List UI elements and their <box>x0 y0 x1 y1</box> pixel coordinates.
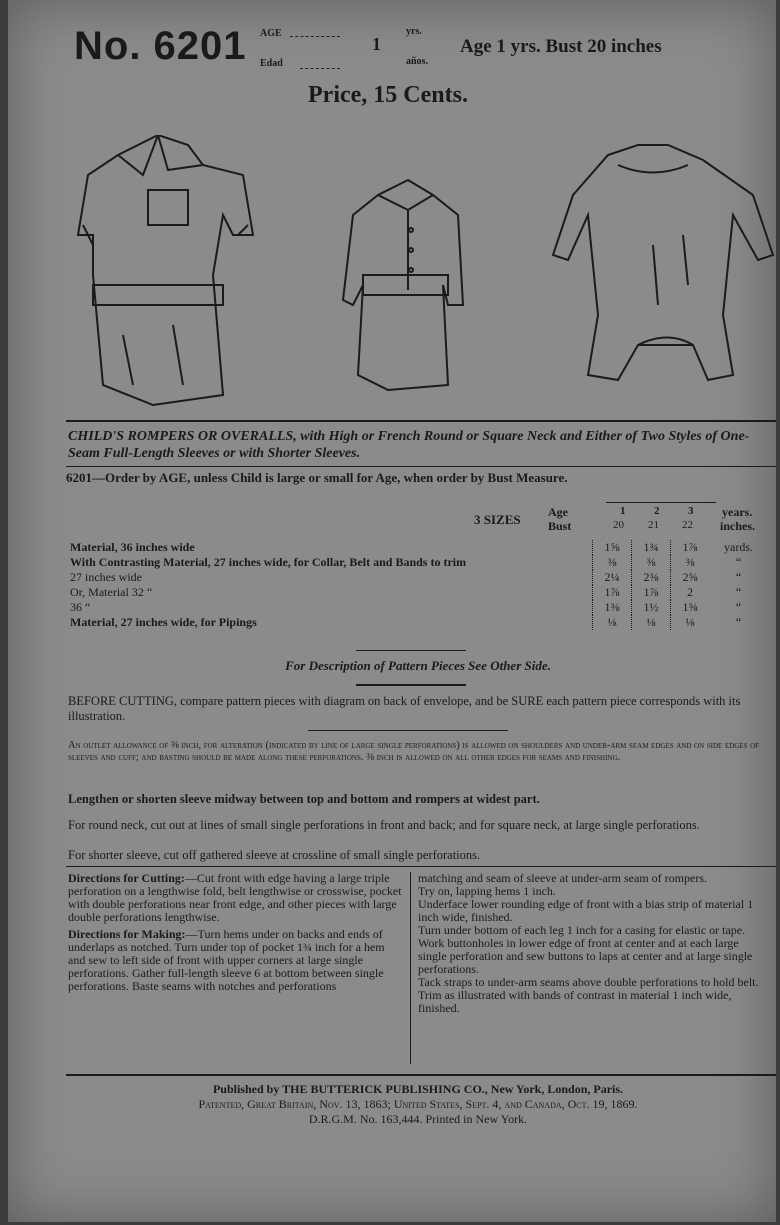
material-unit: yards. <box>724 540 753 554</box>
publisher-footer <box>68 1082 768 1127</box>
lengthen-instruction: Lengthen or shorten sleeve midway between top and bottom and rompers at widest part. <box>68 792 540 806</box>
material-quantity: 2 <box>671 585 710 600</box>
material-quantity: 2¼ <box>593 570 632 585</box>
round-neck-instruction: For round neck, cut out at lines of small single perforations in front and back; and for square neck, at large single perforations. <box>68 818 700 832</box>
unit-inches: inches. <box>720 519 756 533</box>
materials-table <box>68 540 768 630</box>
sizes-age-bust-labels <box>548 505 571 533</box>
material-quantity: 1½ <box>632 600 671 615</box>
size-bust-1: 20 <box>613 519 624 531</box>
size-bust-2: 21 <box>648 519 659 531</box>
material-label: Material, 27 inches wide, for Pipings <box>70 615 257 629</box>
patent-line: Patented, Great Britain, Nov. 13, 1863; United States, Sept. 4, and Canada, Oct. 19, 1869. <box>198 1097 638 1111</box>
material-quantity: 1⅜ <box>593 600 632 615</box>
age-label-es: Edad <box>260 58 283 69</box>
age-blank-line-top <box>290 36 340 37</box>
sizes-header-rule <box>606 502 716 503</box>
age-value: 1 <box>372 34 381 54</box>
size-age-1: 1 <box>620 505 626 517</box>
material-label: 27 inches wide <box>70 570 142 584</box>
size-bust-3: 22 <box>682 519 693 531</box>
directions-column-divider <box>410 872 411 1064</box>
divider-ornament-1 <box>356 650 466 651</box>
direction-step: matching and seam of sleeve at under-arm seam of rompers. <box>418 871 707 885</box>
direction-step: Underface lower rounding edge of front with a bias strip of material 1 inch wide, finished. <box>418 897 754 924</box>
romper-illustrations <box>63 135 776 425</box>
material-unit: “ <box>735 555 742 569</box>
material-quantity: 1⅝ <box>593 540 632 555</box>
unit-years: years. <box>722 505 753 519</box>
material-quantity: 2⅜ <box>632 570 671 585</box>
material-row <box>68 540 768 555</box>
pattern-title: CHILD'S ROMPERS OR OVERALLS, with High or French Round or Square Neck and Either of Two Styles of One-Seam Full-Length Sleeves or with Shorter Sleeves. <box>68 429 750 461</box>
direction-step: Turn under bottom of each leg 1 inch for a casing for elastic or tape. <box>418 923 746 937</box>
sizes-bust-label: Bust <box>548 519 572 533</box>
material-quantity: ⅛ <box>671 615 710 630</box>
material-unit: “ <box>735 570 742 584</box>
sizes-age-label: Age <box>548 505 568 519</box>
direction-step: Work buttonholes in lower edge of front at center and at each large single perforation and sew buttons to laps at center and at large single perforations. <box>418 936 753 976</box>
pattern-number: No. 6201 <box>74 24 247 68</box>
direction-step: Trim as illustrated with bands of contrast in material 1 inch wide, finished. <box>418 988 732 1015</box>
material-row <box>68 570 768 585</box>
divider-directions <box>66 866 776 867</box>
order-instruction: 6201—Order by AGE, unless Child is large or small for Age, when order by Bust Measure. <box>66 470 568 485</box>
divider-ornament-2 <box>356 684 466 686</box>
material-quantity: 1¾ <box>632 540 671 555</box>
directions-cutting-text: —Cut front with edge having a large triple perforation on a lengthwise fold, belt lengthwise or crosswise, pocket with double perforations near front edge, and other pieces with large double perforations lengthwise. <box>68 871 402 924</box>
romper-back-view <box>343 180 463 390</box>
before-cutting: BEFORE CUTTING, compare pattern pieces with diagram on back of envelope, and be SURE each pattern piece corresponds with its illustration. <box>68 694 741 723</box>
material-quantity: 1⅞ <box>593 585 632 600</box>
divider-title <box>66 466 776 467</box>
publisher-line: Published by THE BUTTERICK PUBLISHING CO., New York, London, Paris. <box>212 1082 624 1096</box>
materials-grid <box>68 540 768 630</box>
directions-making-text: —Turn hems under on backs and ends of underlaps as notched. Turn under top of pocket 1¾ inch for a hem and sew to left side of front with upper corners at large single perforations. Gather full-length sleeve 6 at bottom between single perforations. Baste seams with notches and perforations <box>68 927 385 993</box>
divider-top <box>66 420 776 422</box>
direction-step: Tack straps to under-arm seams above double perforations to hold belt. <box>418 975 759 989</box>
material-row <box>68 600 768 615</box>
outlet-allowance-note: An outlet allowance of ⅜ inch, for alteration (indicated by line of large single perforations) is allowed on shoulders and under-arm seam edges and on side edges of sleeves and cuff; and basting should be made along these perforations. ⅜ inch is allowed on all other edges for seams and finishing. <box>68 740 760 763</box>
material-quantity: ⅜ <box>632 555 671 570</box>
material-label: With Contrasting Material, 27 inches wide, for Collar, Belt and Bands to trim <box>70 555 467 569</box>
size-age-3: 3 <box>688 505 694 517</box>
material-row <box>68 615 768 630</box>
pattern-envelope <box>8 0 776 1222</box>
material-quantity: ⅛ <box>632 615 671 630</box>
directions-cutting-title: Directions for Cutting: <box>68 871 185 885</box>
material-row <box>68 555 768 570</box>
size-age-2: 2 <box>654 505 660 517</box>
material-quantity: 2⅝ <box>671 570 710 585</box>
divider-footer <box>66 1074 776 1076</box>
material-quantity: ⅜ <box>593 555 632 570</box>
age-label-en: AGE <box>260 28 282 39</box>
age-blank-line-bottom <box>300 68 340 69</box>
sizes-label: 3 SIZES <box>474 512 521 527</box>
age-bust-line: Age 1 yrs. Bust 20 inches <box>460 36 662 57</box>
price: Price, 15 Cents. <box>308 82 468 108</box>
material-label: Material, 36 inches wide <box>70 540 195 554</box>
registration-line: D.R.G.M. No. 163,444. Printed in New York. <box>308 1112 528 1126</box>
material-quantity: 1⅝ <box>671 600 710 615</box>
material-label: 36 “ <box>70 600 91 614</box>
directions-left-column <box>68 872 403 993</box>
shorter-sleeve-instruction: For shorter sleeve, cut off gathered sleeve at crossline of small single perforations. <box>68 848 481 862</box>
direction-step: Try on, lapping hems 1 inch. <box>418 884 556 898</box>
directions-making-block <box>68 928 403 993</box>
material-quantity: ⅜ <box>671 555 710 570</box>
material-quantity: 1⅞ <box>671 540 710 555</box>
material-quantity: ⅛ <box>593 615 632 630</box>
directions-making-title: Directions for Making: <box>68 927 186 941</box>
anos-label: años. <box>406 56 428 67</box>
directions-right-column <box>418 872 763 1015</box>
material-unit: “ <box>735 600 742 614</box>
material-unit: “ <box>735 615 742 629</box>
material-label: Or, Material 32 “ <box>70 585 153 599</box>
divider-ornament-3 <box>308 730 508 731</box>
romper-front-view <box>78 135 253 405</box>
romper-long-sleeve-view <box>553 145 773 380</box>
material-row <box>68 585 768 600</box>
material-quantity: 1⅞ <box>632 585 671 600</box>
material-unit: “ <box>735 585 742 599</box>
description-note: For Description of Pattern Pieces See Other Side. <box>285 658 551 673</box>
yrs-label: yrs. <box>406 26 422 37</box>
